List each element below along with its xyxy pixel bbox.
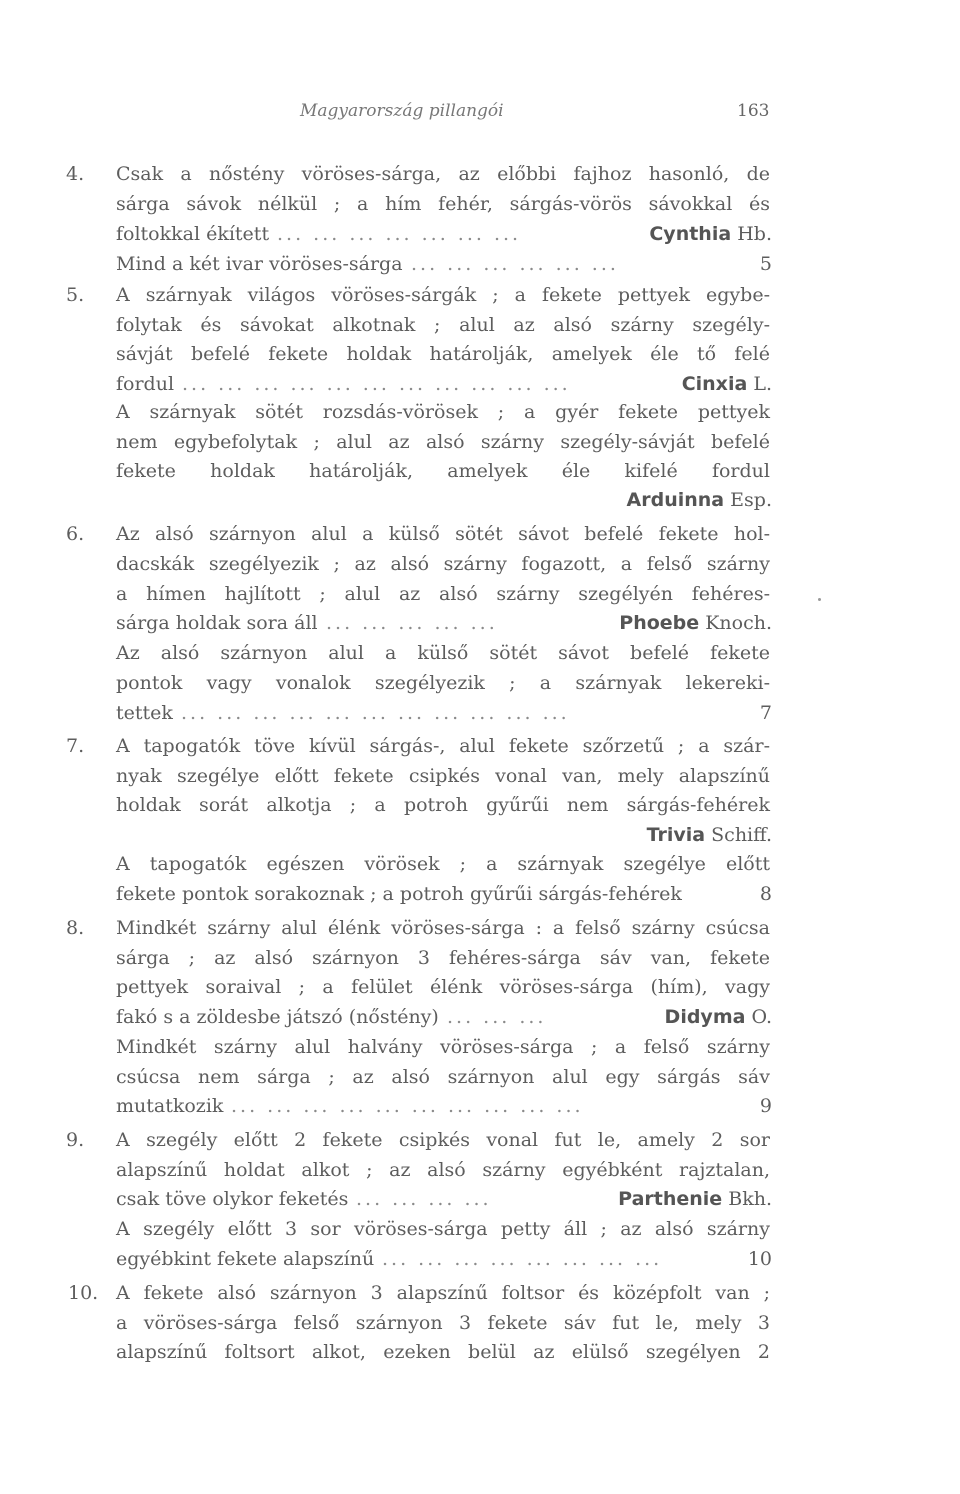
text-line	[0, 310, 960, 340]
line-text: sárga sávok nélkül ; a hím fehér, sárgás-vörös sávokkal és	[116, 193, 770, 215]
line-text: nem egybefolytak ; alul az alsó szárny szegély-sávját befelé	[116, 431, 770, 453]
line-text: a hímen hajlított ; alul az alsó szárny szegélyén fehéres-	[116, 583, 770, 605]
line-text: sárga ; az alsó szárnyon 3 fehéres-sárga sáv van, fekete	[116, 947, 770, 969]
line-text: fekete holdak határolják, amelyek éle kifelé fordul	[116, 460, 770, 482]
taxon-name: Cinxia	[681, 373, 748, 395]
line-text: A szegély előtt 3 sor vöröses-sárga petty áll ; az alsó szárny	[116, 1218, 770, 1240]
taxon-author: L.	[753, 373, 772, 395]
line-text: A szárnyak világos vöröses-sárgák ; a fekete pettyek egybe-	[116, 284, 770, 306]
text-line	[0, 369, 960, 399]
taxon-author: Esp.	[730, 489, 772, 511]
taxon-author: Knoch.	[705, 612, 772, 634]
species-name	[647, 820, 772, 850]
dot-leader: ... ... ...	[447, 1006, 547, 1028]
text-line	[0, 1337, 960, 1367]
text-line	[0, 638, 960, 668]
page-header	[0, 101, 960, 129]
text-line	[0, 249, 960, 279]
line-text: nyak szegélye előtt fekete csipkés vonal van, mely alapszínű	[116, 765, 770, 787]
line-text: A fekete alsó szárnyon 3 alapszínű foltsor és középfolt van ;	[116, 1282, 770, 1304]
text-line	[0, 485, 960, 515]
taxon-name: Arduinna	[626, 489, 725, 511]
couplet-reference	[760, 1091, 772, 1121]
text-line	[0, 761, 960, 791]
text-line	[0, 219, 960, 249]
line-text: holdak sorát alkotja ; a potroh gyűrűi nem sárgás-fehérek	[116, 794, 770, 816]
text-line	[0, 879, 960, 909]
text-line	[0, 731, 960, 761]
species-name	[619, 608, 772, 638]
line-text: csak töve olykor feketés	[116, 1188, 349, 1210]
line-text: fakó s a zöldesbe játszó (nőstény)	[116, 1006, 439, 1028]
species-name	[627, 485, 772, 515]
dot-leader: ... ... ... ... ... ... ... ... ... ... ...	[182, 373, 571, 395]
text-line	[0, 280, 960, 310]
reference-number: 8	[759, 883, 772, 905]
couplet-reference	[760, 249, 772, 279]
line-text: Csak a nőstény vöröses-sárga, az előbbi fajhoz hasonló, de	[116, 163, 770, 185]
text-line	[0, 427, 960, 457]
dot-leader: ... ... ... ... ... ... ...	[277, 223, 522, 245]
line-text: folytak és sávokat alkotnak ; alul az alsó szárny szegély-	[116, 314, 770, 336]
text-line	[0, 790, 960, 820]
line-text: A szárnyak sötét rozsdás-vörösek ; a gyér fekete pettyek	[116, 401, 770, 423]
line-text: fordul	[116, 373, 175, 395]
line-text: a vöröses-sárga felső szárnyon 3 fekete sáv fut le, mely 3	[116, 1312, 770, 1334]
reference-number: 7	[759, 702, 772, 724]
dot-leader: ... ... ... ...	[356, 1188, 492, 1210]
couplet-reference	[760, 698, 772, 728]
running-title: Magyarország pillangói	[300, 101, 504, 121]
line-text: Mindkét szárny alul élénk vöröses-sárga : a felső szárny csúcsa	[116, 917, 770, 939]
couplet-reference	[748, 1244, 772, 1274]
text-line	[0, 579, 960, 609]
text-line	[0, 1214, 960, 1244]
line-text: mutatkozik	[116, 1095, 224, 1117]
text-line	[0, 1062, 960, 1092]
text-line	[0, 189, 960, 219]
dot-leader: ... ... ... ... ... ...	[411, 253, 619, 275]
dot-leader: ... ... ... ... ... ... ... ...	[382, 1248, 663, 1270]
text-line	[0, 972, 960, 1002]
text-line	[0, 913, 960, 943]
line-text: sávját befelé fekete holdak határolják, amelyek éle tő felé	[116, 343, 770, 365]
taxon-author: Bkh.	[728, 1188, 772, 1210]
line-text: pontok vagy vonalok szegélyezik ; a szárnyak lekereki-	[116, 672, 770, 694]
line-text: csúcsa nem sárga ; az alsó szárnyon alul egy sárgás sáv	[116, 1066, 770, 1088]
dot-leader: ... ... ... ... ...	[326, 612, 498, 634]
taxon-name: Didyma	[664, 1006, 746, 1028]
text-line	[0, 1308, 960, 1338]
couplet-number: 7.	[66, 735, 85, 757]
dot-leader: ... ... ... ... ... ... ... ... ... ...	[231, 1095, 584, 1117]
line-text: A tapogatók egészen vörösek ; a szárnyak szegélye előtt	[116, 853, 770, 875]
text-line	[0, 339, 960, 369]
taxon-name: Cynthia	[649, 223, 732, 245]
couplet-reference	[760, 879, 772, 909]
line-text: dacskák szegélyezik ; az alsó szárny fogazott, a felső szárny	[116, 553, 770, 575]
line-text: Mind a két ivar vöröses-sárga	[116, 253, 403, 275]
reference-number: 10	[747, 1248, 772, 1270]
couplet-number: 10.	[68, 1282, 99, 1304]
text-line	[0, 159, 960, 189]
page-number: 163	[737, 101, 770, 121]
line-text: pettyek soraival ; a felület élénk vöröses-sárga (hím), vagy	[116, 976, 770, 998]
line-text: A szegély előtt 2 fekete csipkés vonal fut le, amely 2 sor	[116, 1129, 770, 1151]
text-line	[0, 849, 960, 879]
taxon-name: Trivia	[646, 824, 706, 846]
text-line	[0, 397, 960, 427]
couplet-number: 9.	[66, 1129, 85, 1151]
line-text: A tapogatók töve kívül sárgás-, alul fekete szőrzetű ; a szár-	[116, 735, 770, 757]
species-name	[618, 1184, 772, 1214]
taxon-name: Phoebe	[619, 612, 700, 634]
line-text: foltokkal ékített	[116, 223, 270, 245]
taxon-author: Hb.	[737, 223, 772, 245]
line-text: fekete pontok sorakoznak ; a potroh gyűrűi sárgás-fehérek	[116, 883, 682, 905]
text-line	[0, 549, 960, 579]
line-text: egyébkint fekete alapszínű	[116, 1248, 375, 1270]
text-line	[0, 456, 960, 486]
line-text: alapszínű foltsort alkot, ezeken belül az elülső szegélyen 2	[116, 1341, 770, 1363]
line-text: sárga holdak sora áll	[116, 612, 318, 634]
taxon-name: Parthenie	[618, 1188, 723, 1210]
line-text: Az alsó szárnyon alul a külső sötét sávot befelé fekete	[116, 642, 770, 664]
text-line	[0, 1091, 960, 1121]
text-line	[0, 1032, 960, 1062]
text-line	[0, 1244, 960, 1274]
text-line	[0, 820, 960, 850]
text-line	[0, 1278, 960, 1308]
line-text: Az alsó szárnyon alul a külső sötét sávot befelé fekete hol-	[116, 523, 770, 545]
couplet-number: 4.	[66, 163, 85, 185]
taxon-author: O.	[751, 1006, 772, 1028]
reference-number: 9	[759, 1095, 772, 1117]
text-line	[0, 1002, 960, 1032]
dot-leader: ... ... ... ... ... ... ... ... ... ... ...	[181, 702, 570, 724]
text-line	[0, 943, 960, 973]
line-text: tettek	[116, 702, 173, 724]
text-line	[0, 698, 960, 728]
text-line	[0, 1125, 960, 1155]
couplet-number: 8.	[66, 917, 85, 939]
text-line	[0, 608, 960, 638]
species-name	[682, 369, 772, 399]
couplet-number: 5.	[66, 284, 85, 306]
text-line	[0, 1155, 960, 1185]
text-line	[0, 668, 960, 698]
text-line	[0, 1184, 960, 1214]
line-text: alapszínű holdat alkot ; az alsó szárny egyébként rajztalan,	[116, 1159, 770, 1181]
ink-speck	[818, 598, 821, 601]
couplet-number: 6.	[66, 523, 85, 545]
text-line	[0, 519, 960, 549]
species-name	[649, 219, 772, 249]
taxon-author: Schiff.	[711, 824, 772, 846]
reference-number: 5	[759, 253, 772, 275]
line-text: Mindkét szárny alul halvány vöröses-sárga ; a felső szárny	[116, 1036, 770, 1058]
species-name	[665, 1002, 772, 1032]
